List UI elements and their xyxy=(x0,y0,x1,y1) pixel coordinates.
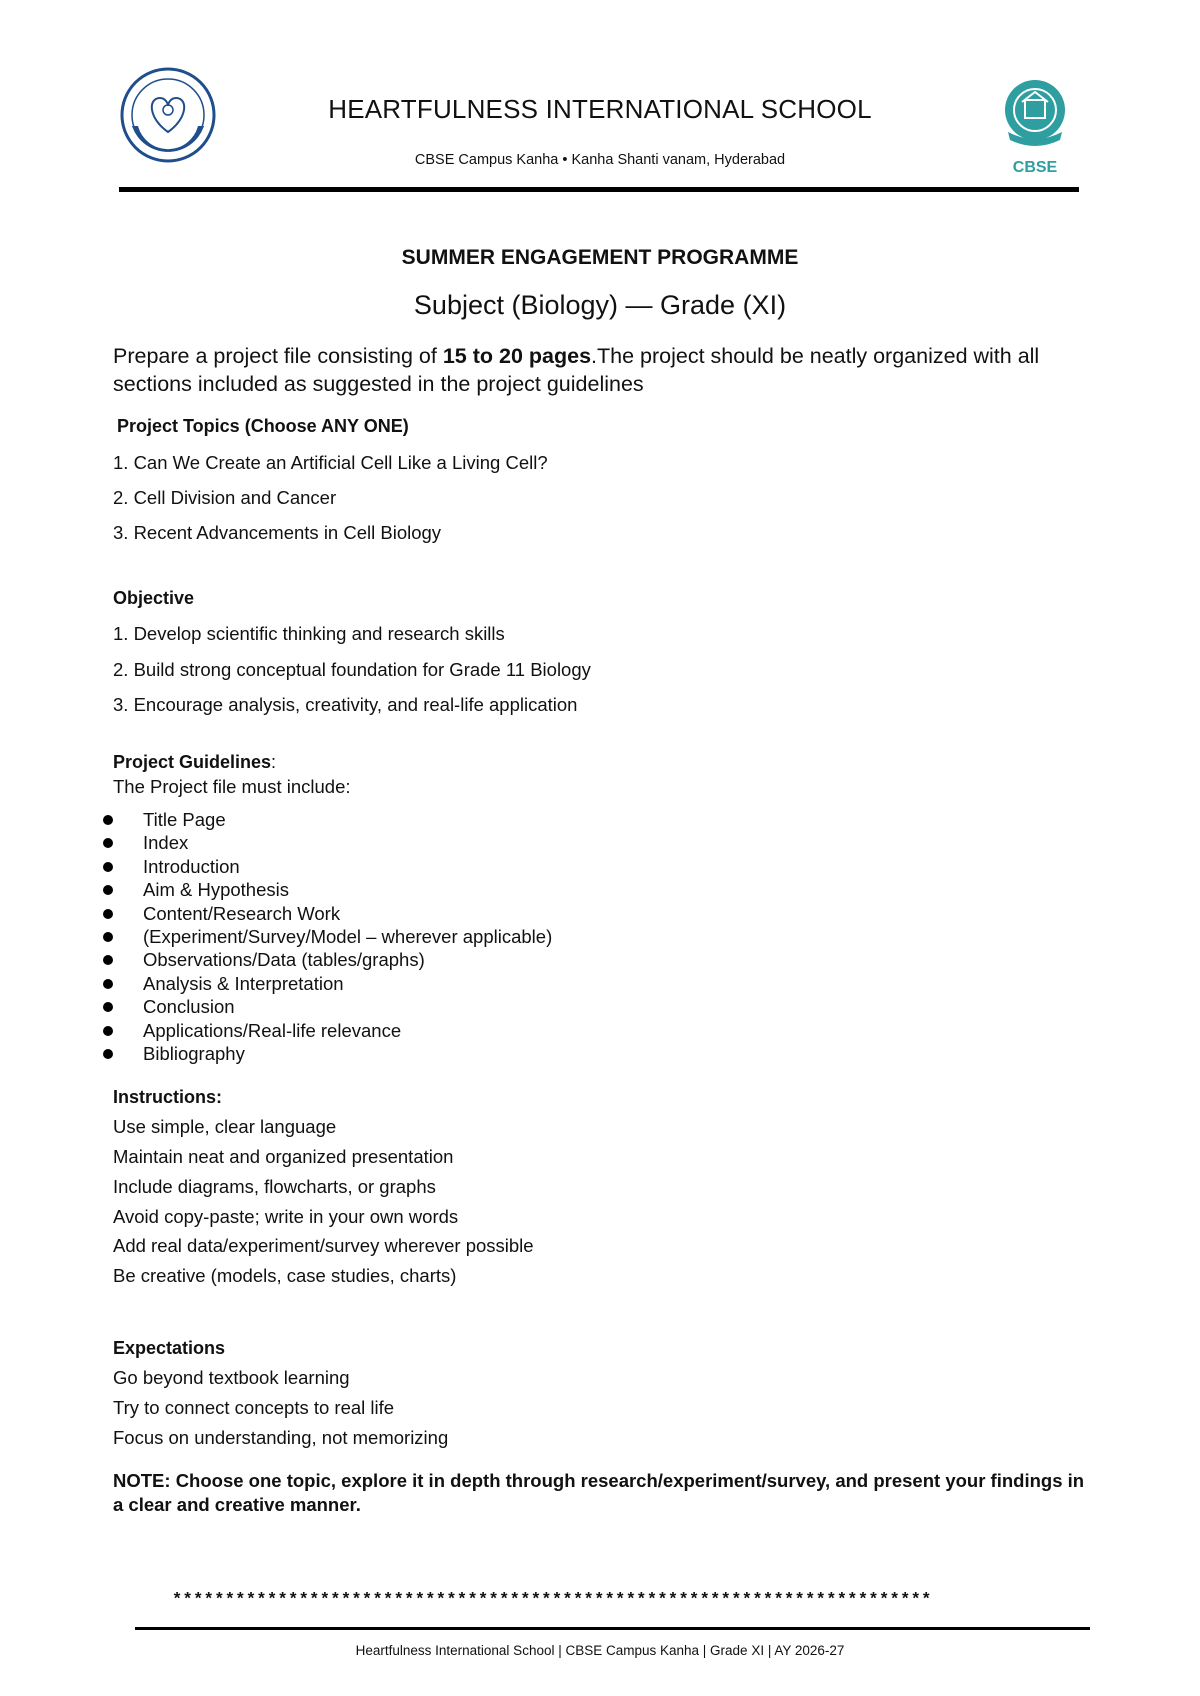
list-item-label: Title Page xyxy=(143,809,226,830)
expectation-item: Go beyond textbook learning xyxy=(113,1367,350,1388)
star-separator: ************************************************************************ xyxy=(172,1591,932,1610)
list-item xyxy=(103,926,552,949)
topics-heading: Project Topics (Choose ANY ONE) xyxy=(117,416,409,436)
expectations-heading: Expectations xyxy=(113,1338,226,1358)
list-item xyxy=(103,973,552,996)
bullet-icon xyxy=(103,909,113,919)
instruction-item: Avoid copy-paste; write in your own words xyxy=(113,1206,459,1227)
list-item-label: Bibliography xyxy=(143,1042,245,1064)
bullet-icon xyxy=(103,1002,113,1012)
list-item xyxy=(103,949,552,972)
guidelines-list xyxy=(103,809,552,1066)
instruction-item: Add real data/experiment/survey wherever possible xyxy=(113,1235,534,1256)
intro-page-count: 15 to 20 pages xyxy=(442,344,592,368)
bullet-icon xyxy=(103,1026,113,1036)
guidelines-heading-text: Project Guidelines xyxy=(113,752,272,772)
list-item-label: Conclusion xyxy=(143,996,235,1018)
list-item-label: Index xyxy=(143,832,189,854)
list-item-label: Observations/Data (tables/graphs) xyxy=(143,949,425,971)
objective-item: 1. Develop scientific thinking and research skills xyxy=(113,623,505,644)
bullet-icon xyxy=(103,979,113,989)
bullet-icon xyxy=(103,815,113,825)
list-item-label: Content/Research Work xyxy=(143,902,341,924)
instruction-item: Maintain neat and organized presentation xyxy=(113,1146,454,1167)
footer-divider xyxy=(135,1627,1090,1630)
bullet-icon xyxy=(103,838,113,848)
intro-paragraph xyxy=(113,342,1093,398)
objective-item: 3. Encourage analysis, creativity, and real-life application xyxy=(113,694,578,715)
expectation-item: Focus on understanding, not memorizing xyxy=(113,1427,449,1448)
bullet-icon xyxy=(103,885,113,895)
list-item-label: Analysis & Interpretation xyxy=(143,972,344,994)
bullet-icon xyxy=(103,1049,113,1059)
expectation-item: Try to connect concepts to real life xyxy=(113,1397,395,1418)
list-item xyxy=(103,1020,552,1043)
objective-heading: Objective xyxy=(113,588,195,608)
footer-text: Heartfulness International School | CBSE Campus Kanha | Grade XI | AY 2026-27 xyxy=(355,1643,845,1658)
topic-item: 1. Can We Create an Artificial Cell Like a Living Cell? xyxy=(113,452,548,473)
list-item-label: Aim & Hypothesis xyxy=(143,879,289,901)
programme-title: SUMMER ENGAGEMENT PROGRAMME xyxy=(401,246,799,269)
campus-line: CBSE Campus Kanha • Kanha Shanti vanam, Hyderabad xyxy=(414,152,786,168)
note-text: NOTE: Choose one topic, explore it in depth through research/experiment/survey, and present your findings in a clear and creative manner. xyxy=(113,1470,1085,1515)
bullet-icon xyxy=(103,862,113,872)
cbse-logo xyxy=(1000,76,1070,176)
list-item xyxy=(103,879,552,902)
objective-item: 2. Build strong conceptual foundation for Grade 11 Biology xyxy=(113,659,591,680)
guidelines-lead: The Project file must include: xyxy=(113,776,351,797)
school-name: HEARTFULNESS INTERNATIONAL SCHOOL xyxy=(328,94,872,124)
list-item xyxy=(103,1043,552,1066)
instruction-item: Be creative (models, case studies, charts) xyxy=(113,1265,457,1286)
topic-item: 3. Recent Advancements in Cell Biology xyxy=(113,522,442,543)
intro-text-end: .The project should be neatly organized with all sections included as suggested in the project guidelines xyxy=(113,344,1040,396)
list-item xyxy=(103,903,552,926)
topic-item: 2. Cell Division and Cancer xyxy=(113,487,337,508)
intro-text-start: Prepare a project file consisting of xyxy=(113,344,443,368)
instruction-item: Use simple, clear language xyxy=(113,1116,337,1137)
header-divider xyxy=(119,187,1079,192)
bullet-icon xyxy=(103,932,113,942)
subject-line: Subject (Biology) — Grade (XI) xyxy=(413,290,787,320)
list-item xyxy=(103,832,552,855)
list-item-label: Applications/Real-life relevance xyxy=(143,1019,402,1041)
list-item-label: (Experiment/Survey/Model – wherever applicable) xyxy=(143,925,553,947)
instructions-heading: Instructions: xyxy=(113,1087,223,1107)
cbse-logo-text: CBSE xyxy=(1012,159,1058,176)
list-item-label: Introduction xyxy=(143,855,240,877)
list-item xyxy=(103,996,552,1019)
guidelines-heading-colon: : xyxy=(271,752,277,772)
list-item xyxy=(103,856,552,879)
list-item xyxy=(103,809,552,832)
guidelines-heading xyxy=(113,752,276,773)
bullet-icon xyxy=(103,955,113,965)
instruction-item: Include diagrams, flowcharts, or graphs xyxy=(113,1176,436,1197)
